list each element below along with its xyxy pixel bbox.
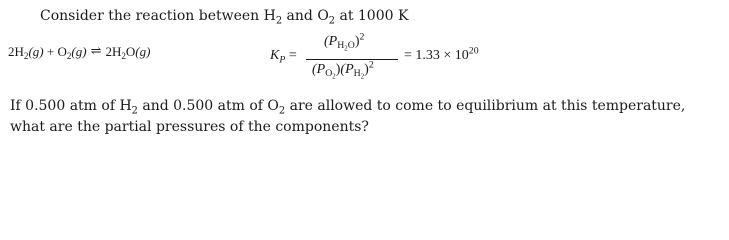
kp-equals: = <box>285 48 297 63</box>
product-h2o-o: O <box>125 44 136 59</box>
den-a-close: ) <box>335 62 341 77</box>
reactant-o2-sub: 2 <box>66 51 72 62</box>
intro-text-1: Consider the reaction between H <box>40 8 276 24</box>
intro-h2-subscript: 2 <box>275 15 283 27</box>
kp-symbol <box>270 48 297 64</box>
reactant-o2-state: (g) <box>71 44 87 59</box>
den-exponent: 2 <box>368 59 374 71</box>
problem-intro <box>40 8 409 27</box>
equilibrium-arrow-icon: ⇌ <box>90 43 102 58</box>
den-a-sub-o: O <box>325 68 333 80</box>
question-h2-sub: 2 <box>131 105 138 117</box>
kp-value-exponent: 20 <box>468 45 479 57</box>
kp-value-mantissa: = 1.33 × 10 <box>404 48 469 63</box>
intro-text-3: at 1000 K <box>335 8 409 24</box>
den-b-sub-2: 2 <box>360 73 365 81</box>
reactant-o2: + O <box>43 44 67 59</box>
num-exponent: 2 <box>359 31 365 43</box>
intro-o2-subscript: 2 <box>328 15 336 27</box>
kp-sub-p: P <box>279 54 286 66</box>
kp-expression-fraction <box>306 30 398 90</box>
reactant-h2: 2H <box>8 44 24 59</box>
fraction-denominator <box>312 59 374 81</box>
den-b-open: (P <box>340 62 354 77</box>
kp-value <box>404 45 479 64</box>
num-open: (P <box>324 34 338 49</box>
num-sub-2: 2 <box>344 45 348 53</box>
intro-text-2: and O <box>282 8 329 24</box>
den-b-close: ) <box>364 62 369 77</box>
question-text-2: and 0.500 atm of O <box>137 98 279 114</box>
product-h2o-state: (g) <box>135 44 151 59</box>
product-h2o-sub: 2 <box>121 51 126 62</box>
num-sub-h: H <box>337 40 345 52</box>
question-text-1: If 0.500 atm of H <box>10 98 132 114</box>
num-close: ) <box>354 34 360 49</box>
reactant-h2-state: (g) <box>28 44 44 59</box>
num-sub-o: O <box>347 40 355 52</box>
den-a-open: (P <box>312 62 326 77</box>
kp-k: K <box>270 48 280 63</box>
reactant-h2-sub: 2 <box>23 51 29 62</box>
question-text-3: are allowed to come to equilibrium at this temperature, what are the partial pressures of the components? <box>10 98 686 135</box>
fraction-bar <box>306 59 398 60</box>
den-a-sub-2: 2 <box>332 73 336 81</box>
problem-question <box>10 96 715 138</box>
fraction-numerator <box>324 31 365 53</box>
reaction-equation <box>8 44 150 60</box>
product-h2o: 2H <box>105 44 122 59</box>
question-o2-sub: 2 <box>278 105 286 117</box>
den-b-sub-h: H <box>353 68 361 80</box>
